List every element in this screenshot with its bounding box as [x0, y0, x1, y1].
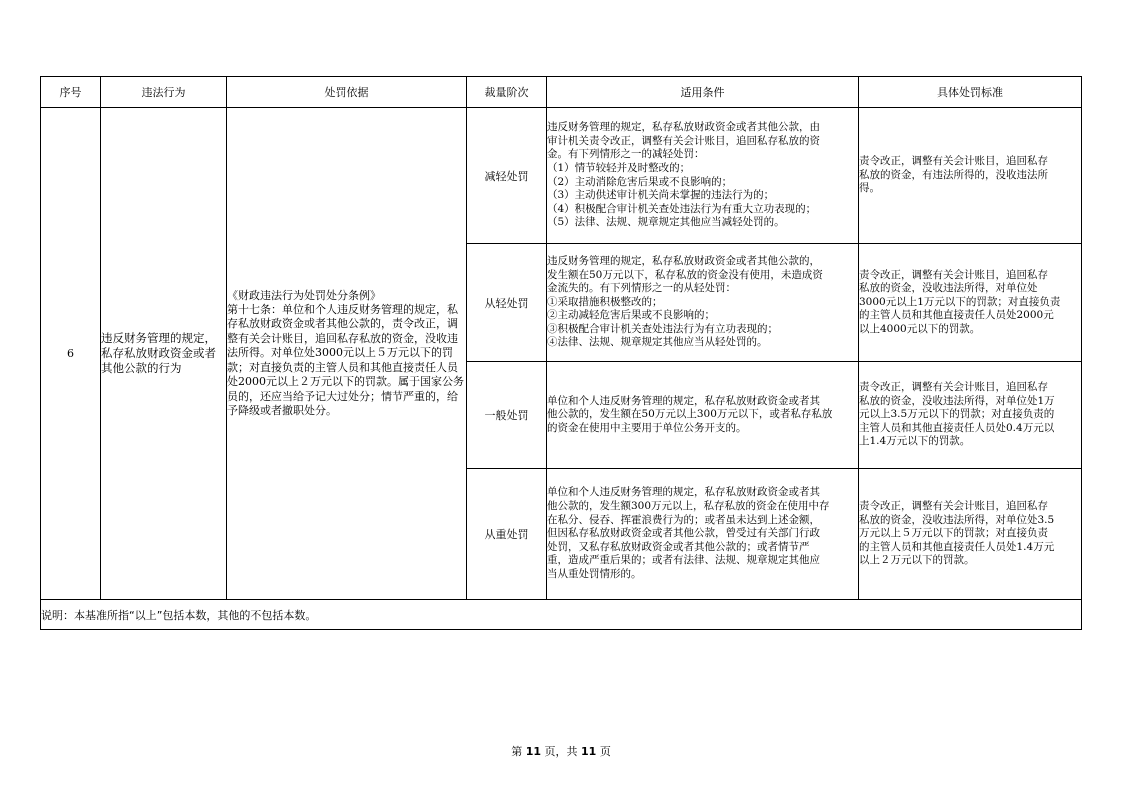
table-row — [41, 108, 1082, 244]
text-line: （3）主动供述审计机关尚未掌握的违法行为的； — [547, 189, 775, 202]
level-conditions — [547, 362, 859, 469]
text-line: 的主管人员和其他直接责任人员处1.4万元 — [859, 540, 1055, 553]
text-line: 发生额在50万元以下，私存私放的资金没有使用，未造成资 — [547, 268, 823, 281]
header-penalty-basis: 处罚依据 — [227, 77, 467, 108]
text-line: 私放的资金，没收违法所得，对单位处1万 — [859, 394, 1055, 407]
text-line: 元以上3.5万元以下的罚款；对直接负责的 — [859, 408, 1055, 421]
penalty-standard-table — [40, 76, 1082, 630]
text-line: （5）法律、法规、规章规定其他应当减轻处罚的。 — [547, 216, 785, 229]
text-line: 的资金在使用中主要用于单位公务开支的。 — [547, 421, 747, 434]
text-line: 得。 — [859, 182, 880, 195]
table-note: 说明：本基准所指“以上”包括本数，其他的不包括本数。 — [41, 600, 1082, 630]
level-penalty — [859, 362, 1082, 469]
text-line: 责令改正，调整有关会计账目，追回私存 — [859, 381, 1048, 394]
text-line: ④法律、法规、规章规定其他应当从轻处罚的。 — [547, 336, 768, 349]
penalty-basis-text — [227, 108, 467, 600]
level-conditions — [547, 469, 859, 600]
text-line: 当从重处罚情形的。 — [547, 567, 642, 580]
text-line: 3000元以上1万元以下的罚款；对直接负责 — [859, 295, 1061, 308]
text-line: （2）主动消除危害后果或不良影响的； — [547, 175, 733, 188]
text-line: 责令改正，调整有关会计账目，追回私存 — [859, 268, 1048, 281]
penalty-basis-content: 《财政违法行为处罚处分条例》 第十七条：单位和个人违反财务管理的规定，私存私放财政资金或者其他公款的，责令改正，调整有关会计账目，追回私存私放的资金，没收违法所得。对单位处3000元以上５万元以下的罚款；对直接负责的主管人员和其他直接责任人员处2000元以上２万元以下的罚款。属于国家公务员的，还应当给予记大过处分；情节严重的，给予降级或者撤职处分。 — [227, 288, 464, 417]
text-line: 金流失的。有下列情形之一的从轻处罚： — [547, 282, 736, 295]
level-penalty — [859, 244, 1082, 362]
text-line: 以上２万元以下的罚款。 — [859, 554, 975, 567]
violation-description: 违反财务管理的规定，私存私放财政资金或者其他公款的行为 — [101, 108, 227, 600]
text-line: 私放的资金，没收违法所得，对单位处 — [859, 282, 1038, 295]
level-label: 减轻处罚 — [467, 108, 547, 244]
text-line: 单位和个人违反财务管理的规定，私存私放财政资金或者其 — [547, 394, 820, 407]
text-line: 审计机关责令改正，调整有关会计账目，追回私存私放的资 — [547, 134, 820, 147]
text-line: 私放的资金，有违法所得的，没收违法所 — [859, 168, 1048, 181]
text-line: 重，造成严重后果的；或者有法律、法规、规章规定其他应 — [547, 554, 820, 567]
footer-prefix: 第 — [511, 745, 523, 758]
text-line: （4）积极配合审计机关查处违法行为有重大立功表现的； — [547, 202, 817, 215]
header-serial-number: 序号 — [41, 77, 101, 108]
text-line: 主管人员和其他直接责任人员处0.4万元以 — [859, 421, 1055, 434]
text-line: 责令改正，调整有关会计账目，追回私存 — [859, 500, 1048, 513]
text-line: 违反财务管理的规定，私存私放财政资金或者其他公款的， — [547, 254, 820, 267]
text-line: 上1.4万元以下的罚款。 — [859, 435, 971, 448]
text-line: 私放的资金，没收违法所得，对单位处3.5 — [859, 513, 1055, 526]
text-line: 违反财务管理的规定，私存私放财政资金或者其他公款，由 — [547, 121, 820, 134]
text-line: 在私分、侵吞、挥霍浪费行为的；或者虽未达到上述金额， — [547, 513, 820, 526]
text-line: 责令改正，调整有关会计账目，追回私存 — [859, 155, 1048, 168]
footer-middle: 页，共 — [544, 745, 578, 758]
text-line: ②主动减轻危害后果或不良影响的； — [547, 309, 715, 322]
header-discretion-level: 裁量阶次 — [467, 77, 547, 108]
text-line: 万元以上５万元以下的罚款；对直接负责 — [859, 527, 1048, 540]
text-line: 的主管人员和其他直接责任人员处2000元 — [859, 309, 1054, 322]
text-line: 他公款的，发生额300万元以上，私存私放的资金在使用中存 — [547, 500, 830, 513]
level-label: 从重处罚 — [467, 469, 547, 600]
level-label: 从轻处罚 — [467, 244, 547, 362]
header-penalty-standard: 具体处罚标准 — [859, 77, 1082, 108]
level-conditions — [547, 244, 859, 362]
text-line: 金。有下列情形之一的减轻处罚： — [547, 148, 705, 161]
text-line: （1）情节较轻并及时整改的； — [547, 161, 691, 174]
text-line: 处罚，又私存私放财政资金或者其他公款的；或者情节严 — [547, 540, 810, 553]
header-violation: 违法行为 — [101, 77, 227, 108]
level-label: 一般处罚 — [467, 362, 547, 469]
header-applicable-conditions: 适用条件 — [547, 77, 859, 108]
table-header-row — [41, 77, 1082, 108]
text-line: ③积极配合审计机关查处违法行为有立功表现的； — [547, 322, 778, 335]
text-line: 他公款的，发生额在50万元以上300万元以下，或者私存私放 — [547, 408, 833, 421]
text-line: 单位和个人违反财务管理的规定，私存私放财政资金或者其 — [547, 486, 820, 499]
level-conditions — [547, 108, 859, 244]
note-row — [41, 600, 1082, 630]
text-line: 但因私存私放财政资金或者其他公款，曾受过有关部门行政 — [547, 527, 820, 540]
footer-total-pages: 11 — [581, 745, 597, 758]
text-line: 以上4000元以下的罚款。 — [859, 322, 981, 335]
text-line: ①采取措施积极整改的； — [547, 295, 663, 308]
level-penalty — [859, 469, 1082, 600]
page-footer — [0, 743, 1122, 759]
level-penalty — [859, 108, 1082, 244]
row-serial-number: 6 — [41, 108, 101, 600]
footer-current-page: 11 — [525, 745, 541, 758]
footer-suffix: 页 — [599, 745, 611, 758]
